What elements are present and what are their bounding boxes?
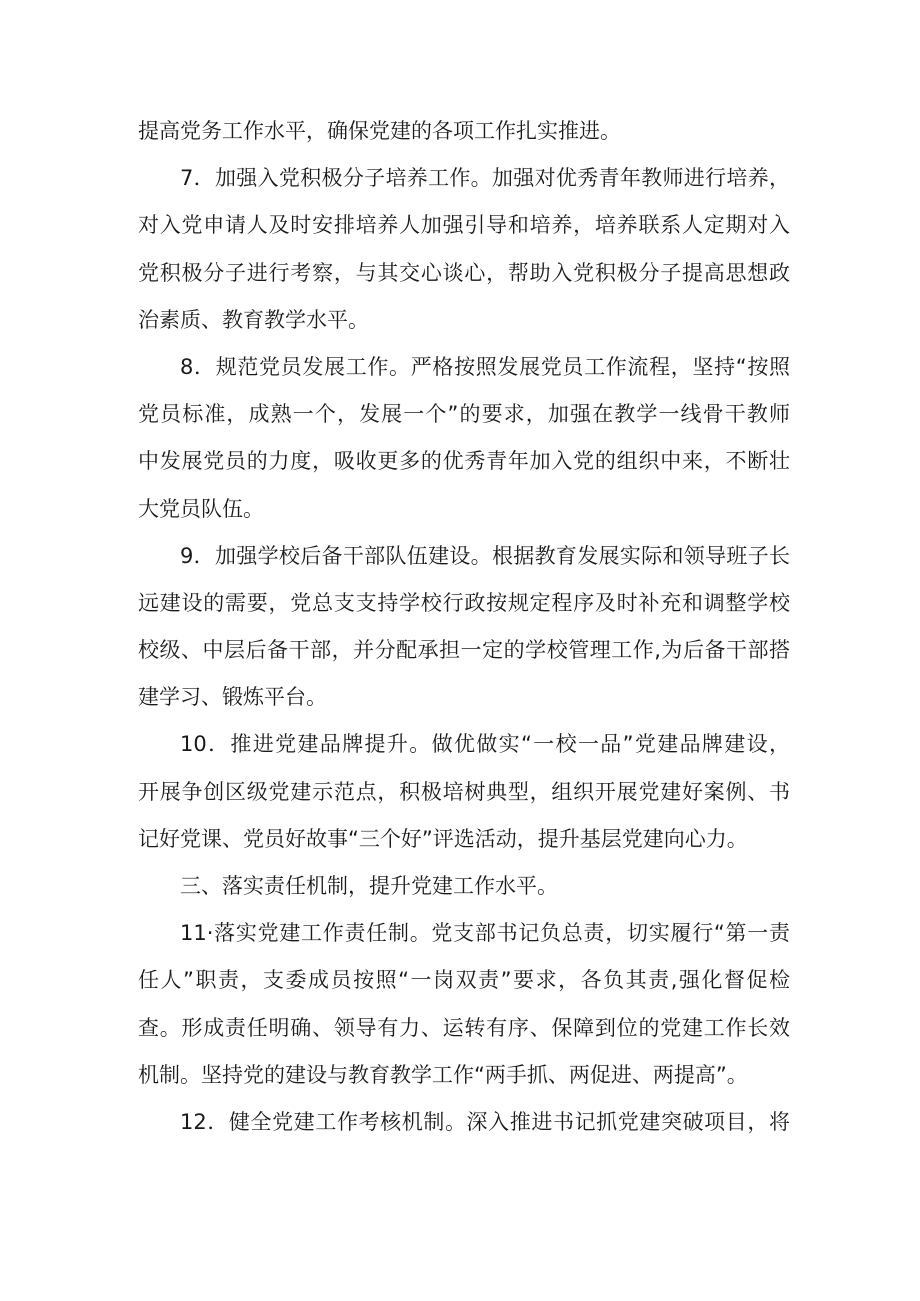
text-line: 大党员队伍。 xyxy=(138,496,264,521)
text-line: 治素质、教育教学水平。 xyxy=(138,307,369,332)
text-line: 记好党课、党员好故事“三个好”评选活动，提升基层党建向心力。 xyxy=(138,826,748,851)
text-line: 建学习、锻炼平台。 xyxy=(138,685,327,710)
text-line: 开展争创区级党建示范点，积极培树典型，组织开展党建好案例、书 xyxy=(138,779,790,804)
text-line: 远建设的需要，党总支支持学校行政按规定程序及时补充和调整学校 xyxy=(138,590,790,615)
text-line: 提高党务工作水平，确保党建的各项工作扎实推进。 xyxy=(138,119,621,143)
text-line: 三、落实责任机制，提升党建工作水平。 xyxy=(180,874,558,898)
text-line: 10．推进党建品牌提升。做优做实“一校一品”党建品牌建设， xyxy=(180,732,790,757)
text-line: 查。形成责任明确、领导有力、运转有序、保障到位的党建工作长效 xyxy=(138,1015,790,1040)
text-line: 8．规范党员发展工作。严格按照发展党员工作流程，坚持“按照 xyxy=(180,354,790,379)
text-line: 7．加强入党积极分子培养工作。加强对优秀青年教师进行培养， xyxy=(180,166,790,191)
text-line: 党员标准，成熟一个，发展一个”的要求，加强在教学一线骨干教师 xyxy=(138,402,790,427)
text-line: 中发展党员的力度，吸收更多的优秀青年加入党的组织中来，不断壮 xyxy=(138,449,790,474)
text-line: 12．健全党建工作考核机制。深入推进书记抓党建突破项目，将 xyxy=(180,1109,790,1134)
text-line: 校级、中层后备干部，并分配承担一定的学校管理工作,为后备干部搭 xyxy=(138,638,790,663)
text-line: 党积极分子进行考察，与其交心谈心，帮助入党积极分子提高思想政 xyxy=(138,260,790,285)
text-line: 机制。坚持党的建设与教育教学工作“两手抓、两促进、两提高”。 xyxy=(138,1062,748,1087)
text-line: 任人”职责，支委成员按照“一岗双责”要求，各负其责,强化督促检 xyxy=(138,968,790,993)
text-line: 11·落实党建工作责任制。党支部书记负总责，切实履行“第一责 xyxy=(180,921,790,946)
text-line: 9．加强学校后备干部队伍建设。根据教育发展实际和领导班子长 xyxy=(180,543,790,568)
text-line: 对入党申请人及时安排培养人加强引导和培养，培养联系人定期对入 xyxy=(138,213,790,238)
document-body xyxy=(138,108,790,1146)
